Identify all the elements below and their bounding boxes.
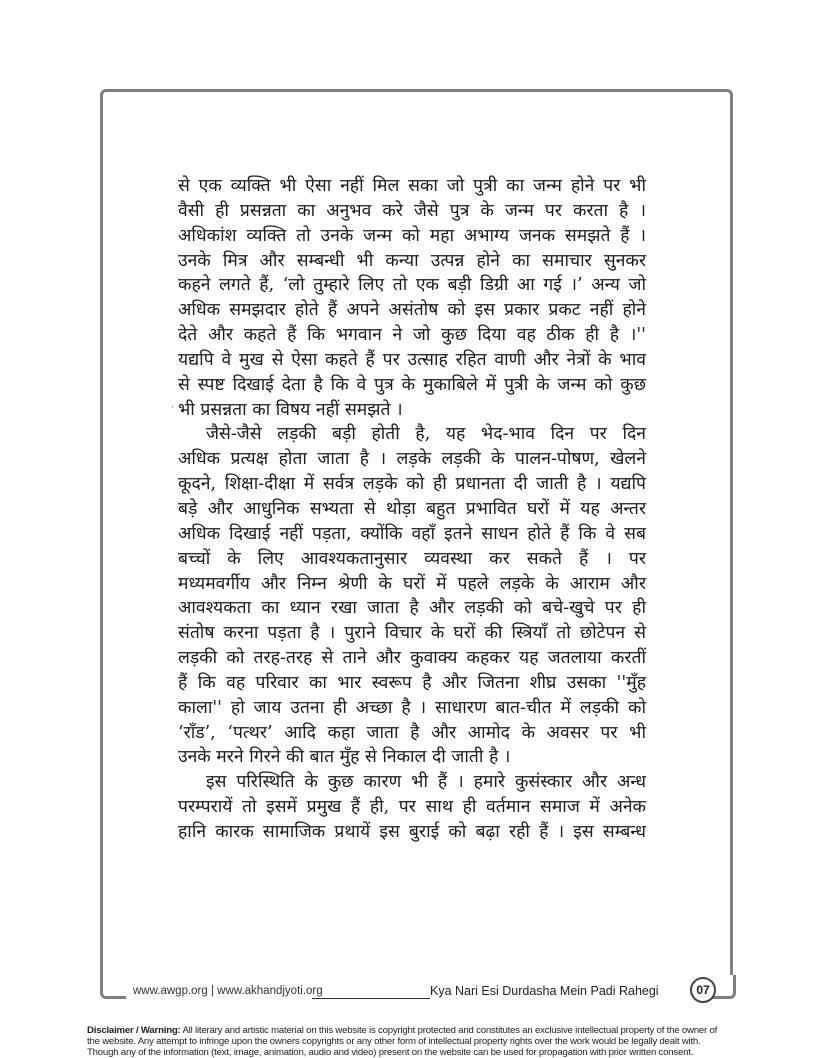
text-line: ‘राँड’, ‘पत्थर’ आदि कहा जाता है और आमोद के अवसर पर भी <box>178 722 646 743</box>
disclaimer-line-3: Though any of the information (text, image, animation, audio and video) present on the website can be used for propagation with prior written consent. <box>87 1047 694 1058</box>
text-line: लड़की को तरह-तरह से ताने और कुवाक्य कहकर यह जतलाया करतीं <box>178 648 646 669</box>
text-line: अधिकांश व्यक्ति तो उनके जन्म को महा अभाग्य जनक समझते हैं । <box>178 225 646 246</box>
text-line: से स्पष्ट दिखाई देता है कि वे पुत्र के मुकाबिले में पुत्री के जन्म को कुछ <box>178 374 646 395</box>
disclaimer-line-1 <box>87 1025 727 1036</box>
text-line: कूदने, शिक्षा-दीक्षा में सर्वत्र लड़के को ही प्रधानता दी जाती है । यद्यपि <box>178 474 646 495</box>
text-line: भी प्रसन्नता का विषय नहीं समझते । <box>178 399 403 420</box>
text-line: अधिक प्रत्यक्ष होता जाता है । लड़के लड़की के पालन-पोषण, खेलने <box>178 449 646 470</box>
text-line: आवश्यकता का ध्यान रखा जाता है और लड़की को बचे-खुचे पर ही <box>178 598 646 619</box>
page-footer <box>0 985 816 1005</box>
text-line: वैसी ही प्रसन्नता का अनुभव करे जैसे पुत्र के जन्म पर करता है । <box>178 200 646 221</box>
text-line: अधिक समझदार होते हैं अपने असंतोष को इस प्रकार प्रकट नहीं होने <box>178 300 646 321</box>
footer-website-links[interactable]: www.awgp.org | www.akhandjyoti.org <box>133 985 323 997</box>
text-line: बच्चों के लिए आवश्यकतानुसार व्यवस्था कर सकते हैं । पर <box>178 548 646 569</box>
text-line: बड़े और आधुनिक सभ्यता से थोड़ा बहुत प्रभावित घरों में यह अन्तर <box>178 498 646 519</box>
disclaimer-text-1: All literary and artistic material on this website is copyright protected and constitutes an exclusive intellectual property of the owner of <box>180 1025 718 1036</box>
body-text <box>178 174 646 845</box>
footer-rule <box>312 998 430 999</box>
text-line: अधिक दिखाई नहीं पड़ता, क्योंकि वहाँ इतने साधन होते हैं कि वे सब <box>178 523 646 544</box>
text-line: संतोष करना पड़ता है । पुराने विचार के घरों की स्त्रियाँ तो छोटेपन से <box>178 623 646 644</box>
text-line: मध्यमवर्गीय और निम्न श्रेणी के घरों में पहले लड़के के आराम और <box>178 573 646 594</box>
text-line: इस परिस्थिति के कुछ कारण भी हैं । हमारे कुसंस्कार और अन्ध <box>206 772 646 793</box>
page-number-badge: 07 <box>690 977 716 1003</box>
text-line: उनके मित्र और सम्बन्धी भी कन्या उत्पन्न होने का समाचार सुनकर <box>178 250 646 271</box>
scan-artifact: , <box>171 400 174 410</box>
text-line: जैसे-जैसे लड़की बड़ी होती है, यह भेद-भाव दिन पर दिन <box>206 424 646 445</box>
text-line: हानि कारक सामाजिक प्रथायें इस बुराई को बढ़ा रही हैं । इस सम्बन्ध <box>178 821 646 842</box>
text-line: हैं कि वह परिवार का भार स्वरूप है और जितना शीघ्र उसका ''मुँह <box>178 672 646 693</box>
disclaimer-line-2: the website. Any attempt to infringe upon the owners copyrights or any other form of intellectual property rights over the work would be legally dealt with. <box>87 1036 701 1047</box>
text-line: परम्परायें तो इसमें प्रमुख हैं ही, पर साथ ही वर्तमान समाज में अनेक <box>178 797 646 818</box>
text-line: कहने लगते हैं, ‘लो तुम्हारे लिए तो एक बड़ी डिग्री आ गई ।’ अन्य जो <box>178 275 646 296</box>
footer-book-title: Kya Nari Esi Durdasha Mein Padi Rahegi <box>430 984 659 998</box>
text-line: यद्यपि वे मुख से ऐसा कहते हैं पर उत्साह रहित वाणी और नेत्रों के भाव <box>178 349 646 370</box>
disclaimer-label: Disclaimer / Warning: <box>87 1025 181 1036</box>
text-line: उनके मरने गिरने की बात मुँह से निकाल दी जाती है । <box>178 747 511 768</box>
disclaimer <box>87 1025 727 1058</box>
text-line: से एक व्यक्ति भी ऐसा नहीं मिल सका जो पुत्री का जन्म होने पर भी <box>178 176 646 196</box>
text-line: काला'' हो जाय उतना ही अच्छा है । साधारण बात-चीत में लड़की को <box>178 697 646 718</box>
text-line: देते और कहते हैं कि भगवान ने जो कुछ दिया वह ठीक ही है ।'' <box>178 325 646 346</box>
